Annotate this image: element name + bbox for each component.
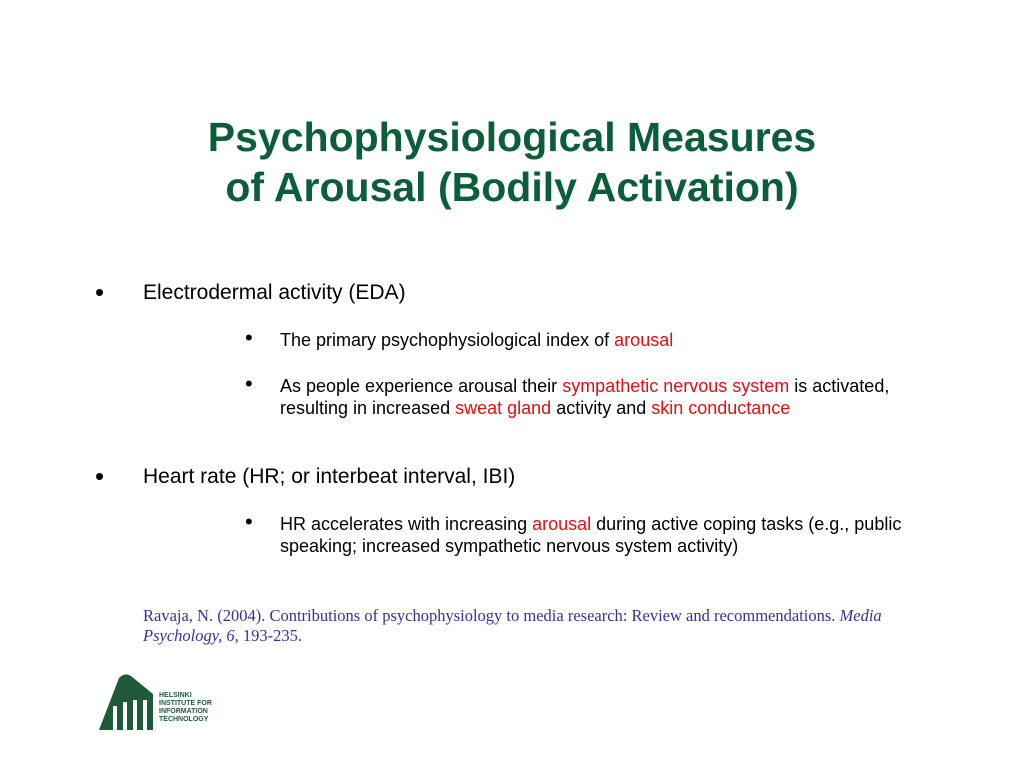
bullet-dot-icon: • xyxy=(95,277,105,307)
title-line-2: of Arousal (Bodily Activation) xyxy=(225,164,799,210)
highlight-arousal: arousal xyxy=(614,330,674,350)
sub-bullet-hr-1-part2: during active coping tasks (e.g., public speaking; increased sympathetic nervous system activity) xyxy=(280,514,902,556)
title-line-1: Psychophysiological Measures xyxy=(207,114,817,160)
sub-bullet-eda-2-part1: As people experience arousal their xyxy=(280,376,563,396)
sub-bullet-eda-2-part3: activity and xyxy=(551,398,652,418)
logo-line-2: INSTITUTE FOR xyxy=(159,700,212,707)
highlight-arousal-hr: arousal xyxy=(532,514,592,534)
bullet-dot-icon: • xyxy=(95,461,105,491)
sub-bullet-dot-icon: • xyxy=(245,325,253,350)
reference-journal: Media Psychology, 6, xyxy=(143,606,882,645)
sub-bullet-eda-1-text xyxy=(280,329,955,351)
logo-line-4: TECHNOLOGY xyxy=(159,716,209,723)
bullet-eda-label: Electrodermal activity (EDA) xyxy=(143,281,406,304)
bullet-hr-label: Heart rate (HR; or interbeat interval, IBI) xyxy=(143,465,516,488)
reference-text: Ravaja, N. (2004). Contributions of psychophysiology to media research: Review and recommendations. xyxy=(143,606,840,625)
highlight-sweat-gland: sweat gland xyxy=(455,398,552,418)
highlight-skin-conductance: skin conductance xyxy=(651,398,791,418)
sub-bullet-eda-2-part2: is activated, resulting in increased xyxy=(280,376,890,418)
reference-citation xyxy=(143,606,903,646)
sub-bullet-dot-icon: • xyxy=(245,371,253,396)
sub-bullet-hr-1-part1: HR accelerates with increasing xyxy=(280,514,533,534)
sub-bullet-hr-1-text xyxy=(280,513,955,557)
logo-text xyxy=(159,692,212,724)
sub-bullet-eda-2-text xyxy=(280,375,955,419)
reference-pages: 193-235. xyxy=(238,626,303,645)
logo-line-3: INFORMATION xyxy=(159,708,208,715)
slide-title xyxy=(100,112,924,212)
highlight-sympathetic-nervous-system: sympathetic nervous system xyxy=(562,376,790,396)
sub-bullet-eda-1-plain: The primary psychophysiological index of xyxy=(280,330,615,350)
sub-bullet-dot-icon: • xyxy=(245,509,253,534)
logo-line-1: HELSINKI xyxy=(159,692,192,699)
